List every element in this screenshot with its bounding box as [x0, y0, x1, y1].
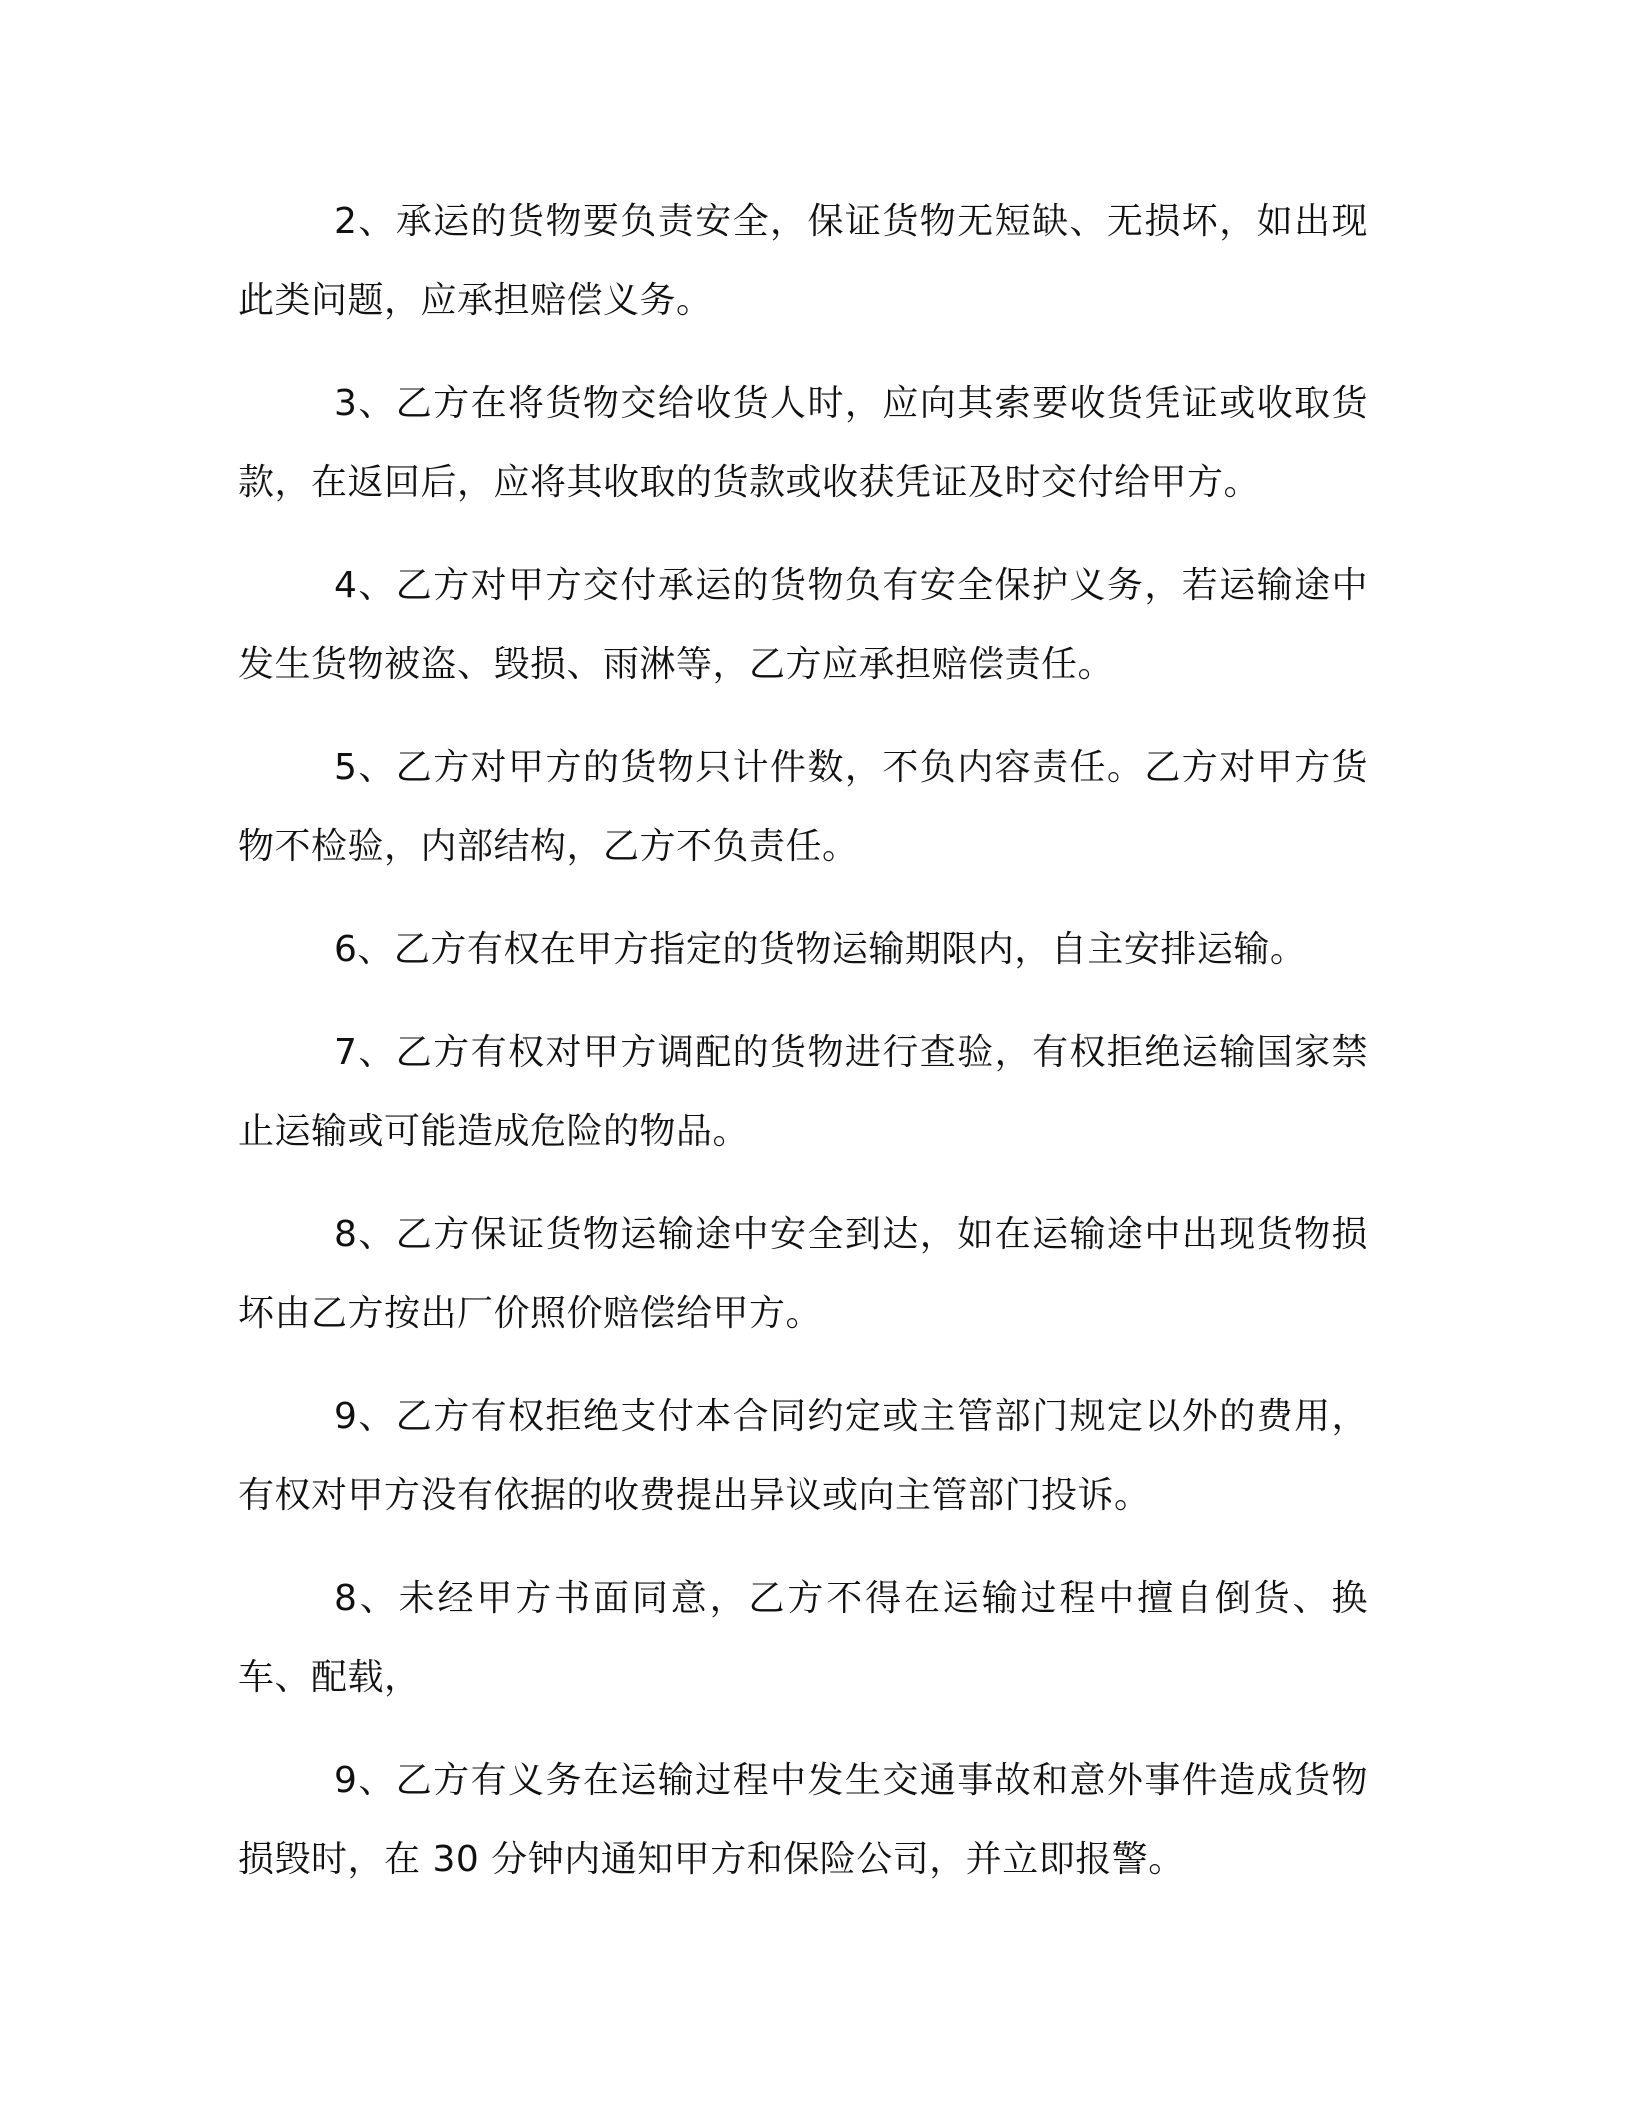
clause-paragraph: 4、乙方对甲方交付承运的货物负有安全保护义务，若运输途中发生货物被盗、毁损、雨淋等，乙方应承担赔偿责任。	[238, 565, 1368, 685]
clause-paragraph: 7、乙方有权对甲方调配的货物进行查验，有权拒绝运输国家禁止运输或可能造成危险的物品。	[238, 1032, 1368, 1152]
clause-paragraph: 6、乙方有权在甲方指定的货物运输期限内，自主安排运输。	[334, 929, 1307, 970]
document-body	[238, 182, 1368, 1923]
clause-paragraph: 3、乙方在将货物交给收货人时，应向其索要收货凭证或收取货款，在返回后，应将其收取的货款或收获凭证及时交付给甲方。	[238, 383, 1368, 503]
clause-paragraph: 2、承运的货物要负责安全，保证货物无短缺、无损坏，如出现此类问题，应承担赔偿义务。	[238, 201, 1368, 321]
clause-paragraph: 9、乙方有权拒绝支付本合同约定或主管部门规定以外的费用，有权对甲方没有依据的收费提出异议或向主管部门投诉。	[238, 1396, 1368, 1516]
clause-paragraph: 5、乙方对甲方的货物只计件数，不负内容责任。乙方对甲方货物不检验，内部结构，乙方不负责任。	[238, 747, 1368, 867]
clause-paragraph: 8、未经甲方书面同意，乙方不得在运输过程中擅自倒货、换车、配载，	[238, 1578, 1368, 1698]
clause-paragraph: 8、乙方保证货物运输途中安全到达，如在运输途中出现货物损坏由乙方按出厂价照价赔偿给甲方。	[238, 1214, 1368, 1334]
clause-paragraph: 9、乙方有义务在运输过程中发生交通事故和意外事件造成货物损毁时，在 30 分钟内通知甲方和保险公司，并立即报警。	[238, 1760, 1368, 1880]
